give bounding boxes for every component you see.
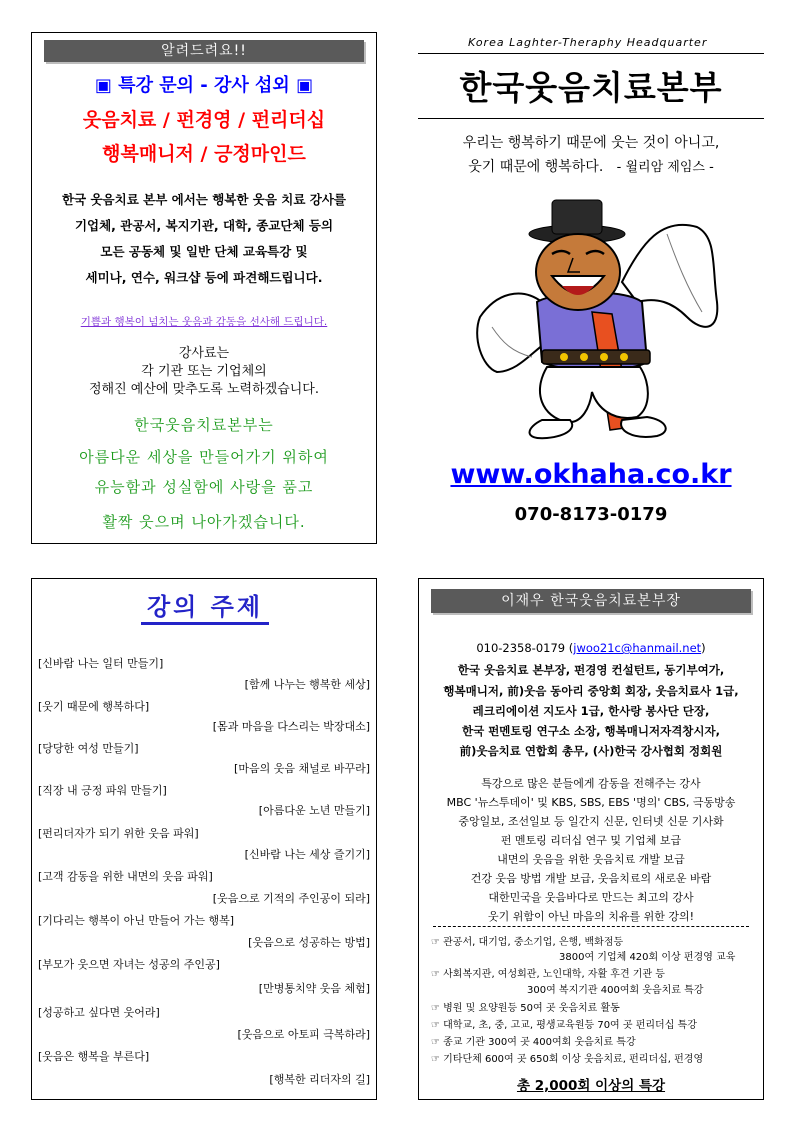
profile-title-line: 한국 펀멘토링 연구소 소장, 행복매니저자격창시자, <box>461 724 721 738</box>
topic-item: [웃음으로 아토피 극복하라] <box>237 1028 370 1041</box>
topic-item: [웃음으로 기적의 주인공이 되라] <box>212 892 370 905</box>
topic-item: [만병통치약 웃음 체험] <box>258 982 370 995</box>
notice-title: ▣ 특강 문의 - 강사 섭외 ▣ <box>94 75 314 96</box>
topics-title-text: 강의 주제 <box>141 593 269 625</box>
career-line: 대한민국을 웃음바다로 만드는 최고의 강사 <box>488 891 694 904</box>
notice-body-line: 기업체, 관공서, 복지기관, 대학, 종교단체 등의 <box>74 218 334 233</box>
record-line: ☞ 종교 기관 300여 곳 400여회 웃음치료 특강 <box>431 1037 636 1048</box>
profile-title-line: 레크리에이션 지도사 1급, 한사랑 봉사단 단장, <box>472 704 710 718</box>
career-line: 특강으로 많은 분들에게 감동을 전해주는 강사 <box>481 777 701 790</box>
fee-line: 각 기관 또는 기업체의 <box>141 364 267 379</box>
brand-panel <box>418 32 764 544</box>
record-line: ☞ 대학교, 초, 중, 고교, 평생교육원등 70여 곳 펀리더십 특강 <box>431 1020 697 1031</box>
record-line: ☞ 사회복지관, 여성회관, 노인대학, 자활 후견 기관 등 <box>431 969 665 980</box>
topic-item: [신바람 나는 일터 만들기] <box>38 657 164 670</box>
topic-item: [신바람 나는 세상 즐기기] <box>244 848 370 861</box>
record-line: 300여 복지기관 400여회 웃음치료 특강 <box>527 985 704 996</box>
notice-panel <box>31 32 377 544</box>
divider <box>418 53 764 54</box>
topic-item: [기다리는 행복이 아닌 만들어 가는 행복] <box>38 914 235 927</box>
dashed-divider <box>433 926 749 927</box>
notice-tagline: 기쁨과 행복이 넘치는 웃음과 감동을 선사해 드립니다. <box>80 316 328 328</box>
fee-line: 강사료는 <box>178 346 230 361</box>
topic-item: [웃기 때문에 행복하다] <box>38 700 150 713</box>
profile-title-line: 한국 웃음치료 본부장, 펀경영 컨설턴트, 동기부여가, <box>457 663 725 677</box>
profile-panel <box>418 578 764 1100</box>
topic-item: [웃음으로 성공하는 방법] <box>248 936 370 949</box>
subjects-line-1: 웃음치료 / 펀경영 / 펀리더십 <box>82 109 326 131</box>
career-line: 웃기 위함이 아닌 마음의 치유를 위한 강의! <box>487 910 695 923</box>
english-header: Korea Laghter-Theraphy Headquarter <box>468 36 708 49</box>
topic-item: [함께 나누는 행복한 세상] <box>244 678 370 691</box>
topics-panel <box>31 578 377 1100</box>
phone-number: 070-8173-0179 <box>514 504 668 525</box>
laughing-dancer-icon <box>472 192 722 444</box>
record-line: ☞ 관공서, 대기업, 중소기업, 은행, 백화점등 <box>431 937 624 948</box>
topic-item: [아름다운 노년 만들기] <box>258 804 370 817</box>
contact-line <box>419 641 763 655</box>
notice-body-line: 모든 공동체 및 일반 단체 교육특강 및 <box>100 244 308 259</box>
career-line: 내면의 웃음을 위한 웃음치료 개발 보급 <box>497 853 685 866</box>
record-line: ☞ 병원 및 요양원등 50여 곳 웃음치료 활동 <box>431 1003 620 1014</box>
notice-body-line: 세미나, 연수, 워크샵 등에 파견해드립니다. <box>85 270 323 285</box>
contact-phone: 010-2358-0179 ( <box>476 641 574 655</box>
subjects-line-2: 행복매니저 / 긍정마인드 <box>102 143 306 165</box>
quote-line-2 <box>418 156 764 176</box>
profile-title-line: 행복매니저, 前)웃음 동아리 중앙회 회장, 웃음치료사 1급, <box>443 684 739 698</box>
topic-item: [펀리더자가 되기 위한 웃음 파워] <box>38 827 199 840</box>
website-link[interactable]: www.okhaha.co.kr <box>450 459 732 490</box>
career-line: 펀 멘토링 리더십 연구 및 기업체 보급 <box>500 834 682 847</box>
career-line: 건강 웃음 방법 개발 보급, 웃음치료의 새로운 바람 <box>470 872 712 885</box>
topic-item: [몸과 마음을 다스리는 박장대소] <box>212 720 370 733</box>
career-line: MBC '뉴스투데이' 및 KBS, SBS, EBS '명의' CBS, 극동방송 <box>446 796 736 809</box>
quote-line-1: 우리는 행복하기 때문에 웃는 것이 아니고, <box>462 135 720 151</box>
record-line: ☞ 기타단체 600여 곳 650회 이상 웃음치료, 펀리더십, 펀경영 <box>431 1054 704 1065</box>
record-line: 3800여 기업체 420회 이상 펀경영 교육 <box>559 952 736 963</box>
profile-title-line: 前)웃음치료 연합회 총무, (사)한국 강사협회 정회원 <box>459 744 723 758</box>
topic-item: [고객 감동을 위한 내면의 웃음 파워] <box>38 870 213 883</box>
contact-close: ) <box>701 641 706 655</box>
topic-item: [부모가 웃으면 자녀는 성공의 주인공] <box>38 958 220 971</box>
total-lectures: 총 2,000회 이상의 특강 <box>516 1078 666 1094</box>
fee-line: 정해진 예산에 맞추도록 노력하겠습니다. <box>88 382 319 397</box>
profile-header: 이재우 한국웃음치료본부장 <box>431 589 751 613</box>
quote-text: 웃기 때문에 행복하다. <box>468 159 604 175</box>
closing-line: 유능함과 성실함에 사랑을 품고 <box>94 478 314 496</box>
closing-line: 활짝 웃으며 나아가겠습니다. <box>102 513 306 531</box>
notice-body-line: 한국 웃음치료 본부 에서는 행복한 웃음 치료 강사를 <box>61 192 347 207</box>
topic-item: [직장 내 긍정 파워 만들기] <box>38 784 167 797</box>
closing-line: 아름다운 세상을 만들어가기 위하여 <box>79 448 329 466</box>
career-line: 중앙일보, 조선일보 등 일간지 신문, 인터넷 신문 기사화 <box>458 815 724 828</box>
topic-item: [성공하고 싶다면 웃어라] <box>38 1006 160 1019</box>
topics-title <box>32 587 378 622</box>
quote-author: - 윌리암 제임스 - <box>616 160 714 175</box>
contact-email[interactable]: jwoo21c@hanmail.net <box>573 641 702 655</box>
notice-header: 알려드려요!! <box>44 40 364 62</box>
divider <box>418 118 764 119</box>
topic-item: [당당한 여성 만들기] <box>38 742 139 755</box>
closing-line: 한국웃음치료본부는 <box>134 416 274 434</box>
topic-item: [행복한 리더자의 길] <box>269 1073 370 1086</box>
brand-title: 한국웃음치료본부 <box>459 68 723 107</box>
topic-item: [마음의 웃음 채널로 바꾸라] <box>234 762 370 775</box>
topic-item: [웃음은 행복을 부른다] <box>38 1050 150 1063</box>
